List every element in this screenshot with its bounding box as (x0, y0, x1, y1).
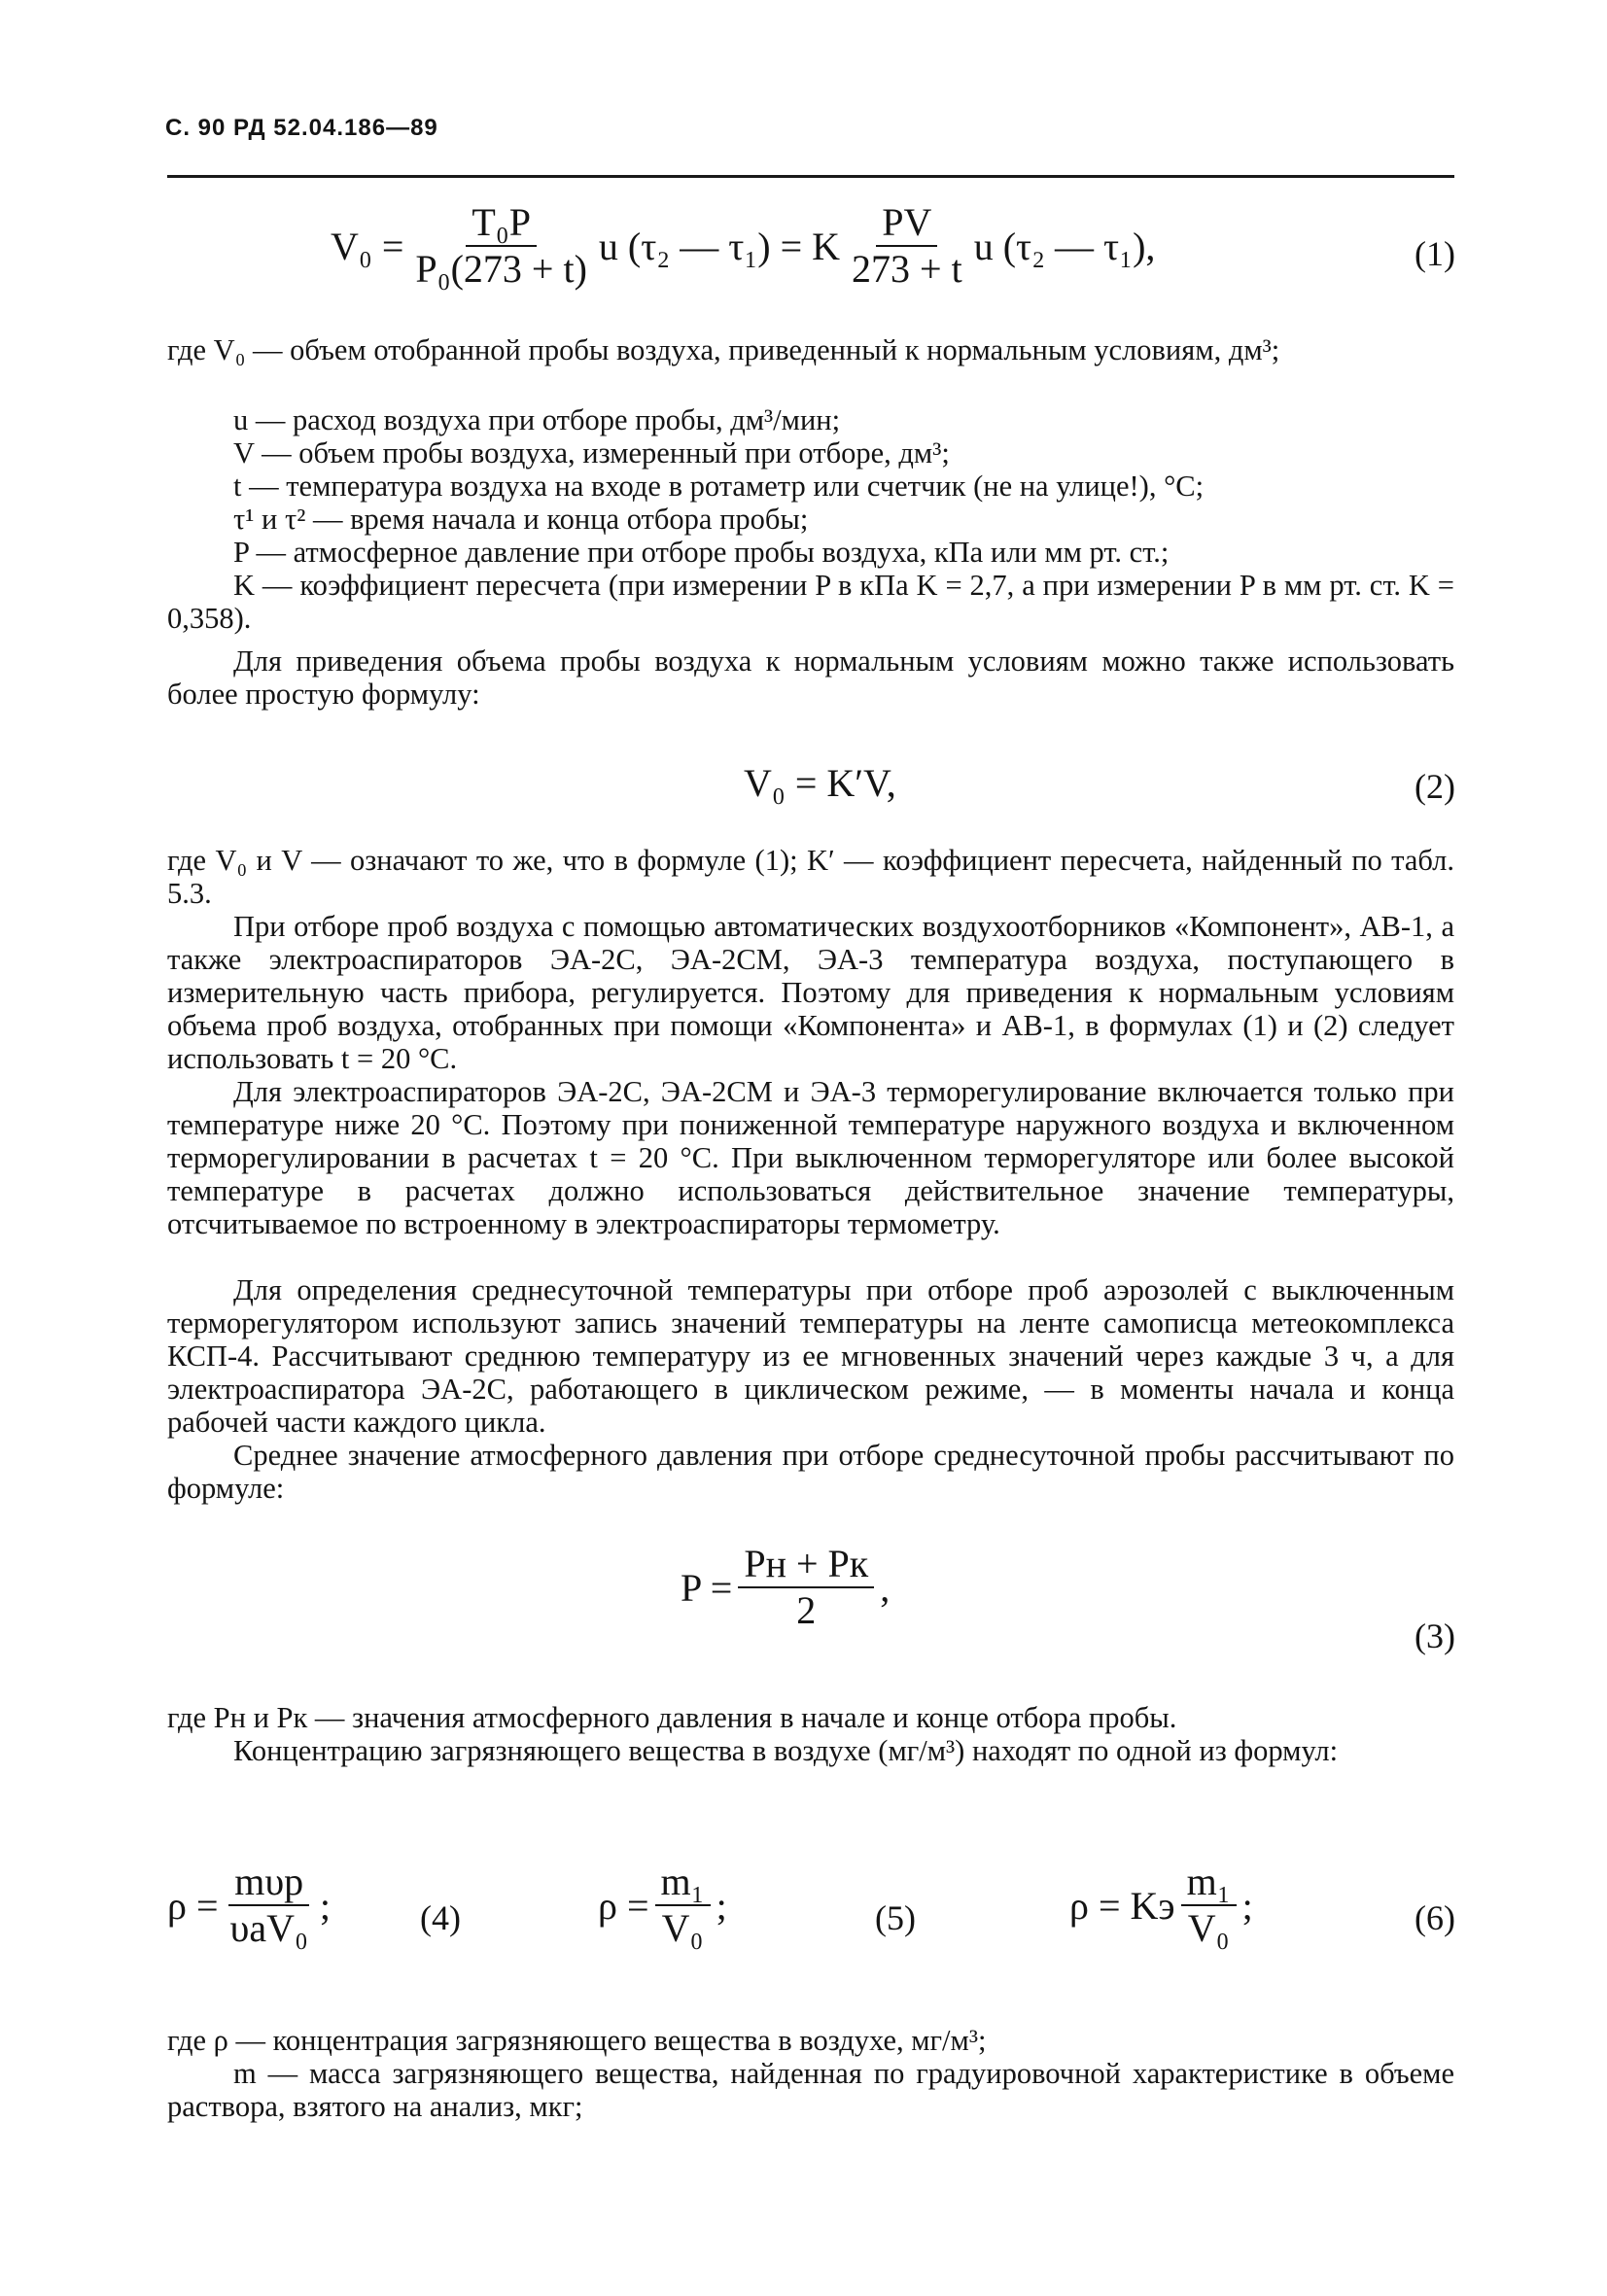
formula-6 (1069, 1861, 1253, 1949)
header-rule (167, 175, 1454, 178)
formula-2-expression: V₀ = K′V, (744, 761, 896, 805)
definition-m: m — масса загрязняющего вещества, найденная по градуировочной характеристике в объеме раствора, взятого на анализ, мкг; (167, 2057, 1454, 2123)
formula-4-lhs: ρ = (167, 1883, 219, 1928)
formula-3-number: (3) (1415, 1617, 1455, 1655)
formula-2-number: (2) (1415, 767, 1455, 806)
definition-rho: где ρ — концентрация загрязняющего вещества в воздухе, мг/м³; (167, 2024, 987, 2057)
formula-3-denominator: 2 (796, 1588, 817, 1632)
page-header: С. 90 РД 52.04.186—89 (165, 115, 438, 141)
definition-p: P — атмосферное давление при отборе пробы воздуха, кПа или мм рт. ст.; (233, 536, 1170, 569)
formula-5-lhs: ρ = (598, 1883, 649, 1928)
definition-t: t — температура воздуха на входе в ротаметр или счетчик (не на улице!), °С; (233, 470, 1205, 503)
formula-1-fraction-a-numerator: T₀P (466, 202, 537, 247)
definition-tau: τ¹ и τ² — время начала и конца отбора пробы; (233, 503, 809, 536)
definition-v0: где V₀ — объем отобранной пробы воздуха, приведенный к нормальным условиям, дм³; (167, 333, 1280, 366)
paragraph-mean-pressure: Среднее значение атмосферного давления при отборе среднесуточной пробы рассчитывают по формуле: (167, 1439, 1454, 1505)
paragraph-concentration: Концентрацию загрязняющего вещества в воздухе (мг/м³) находят по одной из формул: (233, 1734, 1339, 1767)
formula-4-numerator: mυр (228, 1861, 309, 1906)
formula-6-number: (6) (1415, 1898, 1455, 1937)
formula-5-denominator: V₀ (661, 1906, 704, 1950)
formula-1-tail: u (τ₂ — τ₁), (973, 224, 1156, 268)
definition-u: u — расход воздуха при отборе пробы, дм³/мин; (233, 403, 841, 436)
formula-4-denominator: υаV₀ (229, 1906, 308, 1950)
paragraph-daily-temperature: Для определения среднесуточной температуры при отборе проб аэрозолей с выключенным терморегулятором используют запись значений температуры на ленте самописца метеокомплекса КСП-4. Рассчитывают среднюю температуру из ее мгновенных значений через каждые 3 ч, а для электроаспиратора ЭА-2С, работающего в циклическом режиме, — в моменты начала и конца рабочей части каждого цикла. (167, 1273, 1454, 1439)
definition-v: V — объем пробы воздуха, измеренный при отборе, дм³; (233, 436, 950, 470)
formula-6-denominator: V₀ (1187, 1906, 1230, 1950)
formula-4-tail: ; (319, 1883, 332, 1928)
formula-4 (167, 1861, 331, 1949)
paragraph-automatic-samplers: При отборе проб воздуха с помощью автоматических воздухоотборников «Компонент», АВ-1, а также электроаспираторов ЭА-2С, ЭА-2СМ, ЭА-3 температура воздуха, поступающего в измерительную часть прибора, регулируется. Поэтому для приведения к нормальным условиям объема проб воздуха, отобранных при помощи «Компонента» и АВ-1, в формулах (1) и (2) следует использовать t = 20 °С. (167, 910, 1454, 1075)
paragraph-simple-formula: Для приведения объема пробы воздуха к нормальным условиям можно также использовать более простую формулу: (167, 644, 1454, 711)
definition-formula-3: где Pн и Pк — значения атмосферного давления в начале и конце отбора пробы. (167, 1701, 1177, 1734)
formula-6-lhs: ρ = Kэ (1069, 1883, 1175, 1928)
formula-3-tail: , (880, 1565, 891, 1610)
paragraph-electroaspirators: Для электроаспираторов ЭА-2С, ЭА-2СМ и ЭА-3 терморегулирование включается только при температуре ниже 20 °С. Поэтому при пониженной температуре наружного воздуха и включенном терморегулировании в расчетах t = 20 °С. При выключенном терморегуляторе или более высокой температуре в расчетах должно использоваться действительное значение температуры, отсчитываемое по встроенному в электроаспираторы термометру. (167, 1075, 1454, 1240)
formula-4-number: (4) (420, 1898, 461, 1937)
definition-k: K — коэффициент пересчета (при измерении P в кПа K = 2,7, а при измерении P в мм рт. ст. K = 0,358). (167, 569, 1454, 635)
formula-6-fraction (1181, 1861, 1237, 1949)
formula-1-fraction-b-denominator: 273 + t (852, 247, 962, 291)
formula-3-fraction (738, 1544, 874, 1631)
formula-4-fraction (225, 1861, 314, 1949)
formula-1-lhs: V₀ = (331, 224, 404, 268)
formula-1-number: (1) (1415, 234, 1455, 273)
formula-5-tail: ; (716, 1883, 727, 1928)
formula-1 (331, 202, 1155, 290)
formula-6-numerator: m₁ (1181, 1861, 1237, 1906)
formula-1-middle: u (τ₂ — τ₁) = K (598, 224, 841, 268)
formula-3 (681, 1544, 890, 1631)
formula-3-lhs: P = (681, 1565, 733, 1610)
formula-6-tail: ; (1241, 1883, 1253, 1928)
formula-1-fraction-b (846, 202, 968, 290)
formula-1-fraction-b-numerator: PV (876, 202, 937, 247)
definition-formula-2: где V₀ и V — означают то же, что в формуле (1); K′ — коэффициент пересчета, найденный по табл. 5.3. (167, 844, 1454, 910)
formula-5-fraction (655, 1861, 711, 1949)
formula-2 (744, 760, 896, 806)
formula-5 (598, 1861, 727, 1949)
formula-1-fraction-a (409, 202, 593, 290)
formula-5-numerator: m₁ (655, 1861, 711, 1906)
formula-3-numerator: Pн + Pк (738, 1544, 874, 1588)
formula-5-number: (5) (875, 1898, 916, 1937)
formula-1-fraction-a-denominator: P₀(273 + t) (415, 247, 587, 291)
